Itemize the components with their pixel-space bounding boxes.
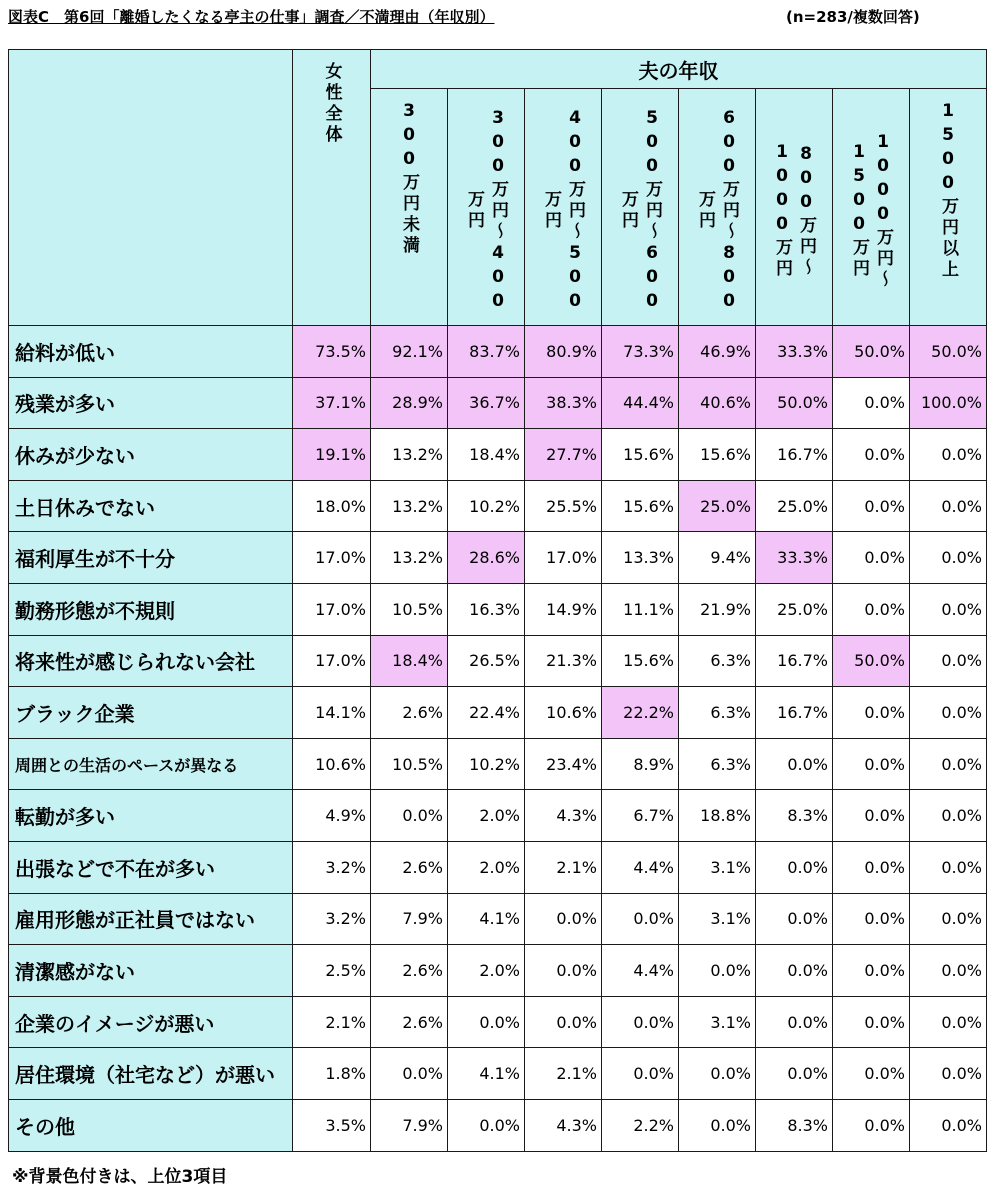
table-cell: 0.0%	[756, 996, 833, 1048]
table-cell: 36.7%	[448, 377, 525, 429]
table-cell: 0.0%	[910, 893, 987, 945]
table-cell: 3.1%	[679, 841, 756, 893]
table-cell: 18.8%	[679, 790, 756, 842]
col-header-income-3	[525, 89, 602, 326]
table-cell: 18.4%	[371, 635, 448, 687]
table-cell: 2.1%	[293, 996, 371, 1048]
table-cell: 23.4%	[525, 738, 602, 790]
table-cell: 8.3%	[756, 790, 833, 842]
table-cell: 8.3%	[756, 1099, 833, 1151]
col-header-income-7	[833, 89, 910, 326]
table-row	[9, 377, 987, 429]
row-label: 清潔感がない	[9, 945, 293, 997]
table-cell: 18.4%	[448, 429, 525, 481]
table-cell: 6.3%	[679, 738, 756, 790]
table-cell: 2.0%	[448, 841, 525, 893]
table-cell: 0.0%	[833, 1048, 910, 1100]
table-cell: 21.9%	[679, 583, 756, 635]
table-cell: 0.0%	[756, 893, 833, 945]
table-cell: 0.0%	[910, 996, 987, 1048]
table-cell: 3.1%	[679, 996, 756, 1048]
table-cell: 50.0%	[756, 377, 833, 429]
col-header-label: 400万円～500万円	[541, 107, 585, 315]
table-row	[9, 635, 987, 687]
col-header-label: 600万円～800万円	[695, 107, 739, 315]
col-header-label: 300万円～400万円	[464, 107, 508, 315]
table-cell: 100.0%	[910, 377, 987, 429]
table-cell: 10.6%	[293, 738, 371, 790]
table-row	[9, 687, 987, 739]
table-cell: 2.6%	[371, 996, 448, 1048]
row-label: 雇用形態が正社員ではない	[9, 893, 293, 945]
table-cell: 17.0%	[293, 583, 371, 635]
table-cell: 80.9%	[525, 326, 602, 378]
table-cell: 3.1%	[679, 893, 756, 945]
table-row	[9, 1048, 987, 1100]
table-cell: 2.0%	[448, 945, 525, 997]
table-cell: 10.2%	[448, 480, 525, 532]
table-cell: 17.0%	[525, 532, 602, 584]
table-cell: 0.0%	[833, 738, 910, 790]
table-cell: 4.1%	[448, 893, 525, 945]
header-corner	[9, 50, 293, 326]
table-cell: 0.0%	[756, 841, 833, 893]
row-label: 福利厚生が不十分	[9, 532, 293, 584]
table-cell: 0.0%	[833, 687, 910, 739]
table-cell: 83.7%	[448, 326, 525, 378]
row-label: 出張などで不在が多い	[9, 841, 293, 893]
table-cell: 2.1%	[525, 841, 602, 893]
table-row	[9, 945, 987, 997]
table-cell: 0.0%	[448, 996, 525, 1048]
table-cell: 3.2%	[293, 841, 371, 893]
row-label: 給料が低い	[9, 326, 293, 378]
table-cell: 15.6%	[679, 429, 756, 481]
table-cell: 2.6%	[371, 687, 448, 739]
table-row	[9, 893, 987, 945]
table-cell: 0.0%	[371, 790, 448, 842]
table-cell: 0.0%	[833, 996, 910, 1048]
row-label: 将来性が感じられない会社	[9, 635, 293, 687]
table-cell: 33.3%	[756, 532, 833, 584]
table-cell: 0.0%	[910, 945, 987, 997]
table-cell: 15.6%	[602, 429, 679, 481]
table-cell: 1.8%	[293, 1048, 371, 1100]
table-cell: 22.2%	[602, 687, 679, 739]
table-row	[9, 790, 987, 842]
table-cell: 0.0%	[910, 687, 987, 739]
table-cell: 0.0%	[833, 945, 910, 997]
table-cell: 27.7%	[525, 429, 602, 481]
table-cell: 0.0%	[833, 532, 910, 584]
table-cell: 4.9%	[293, 790, 371, 842]
table-cell: 0.0%	[833, 790, 910, 842]
table-cell: 92.1%	[371, 326, 448, 378]
table-cell: 21.3%	[525, 635, 602, 687]
chart-title: 図表C 第6回「離婚したくなる亭主の仕事」調査／不満理由（年収別）	[8, 8, 495, 26]
table-cell: 0.0%	[833, 841, 910, 893]
table-cell: 15.6%	[602, 480, 679, 532]
table-header	[9, 50, 987, 326]
row-label: 勤務形態が不規則	[9, 583, 293, 635]
table-cell: 0.0%	[679, 1099, 756, 1151]
table-cell: 0.0%	[448, 1099, 525, 1151]
table-cell: 16.3%	[448, 583, 525, 635]
table-cell: 10.2%	[448, 738, 525, 790]
table-cell: 8.9%	[602, 738, 679, 790]
table-cell: 4.3%	[525, 790, 602, 842]
table-cell: 16.7%	[756, 687, 833, 739]
row-label: 居住環境（社宅など）が悪い	[9, 1048, 293, 1100]
table-cell: 0.0%	[602, 996, 679, 1048]
group-header: 夫の年収	[371, 50, 987, 89]
col-header-income-4	[602, 89, 679, 326]
table-cell: 33.3%	[756, 326, 833, 378]
data-table	[8, 49, 987, 1152]
table-cell: 40.6%	[679, 377, 756, 429]
col-header-label: 800万円～1000万円	[772, 142, 816, 280]
table-cell: 50.0%	[910, 326, 987, 378]
table-cell: 3.2%	[293, 893, 371, 945]
table-cell: 28.9%	[371, 377, 448, 429]
table-cell: 4.4%	[602, 841, 679, 893]
table-cell: 18.0%	[293, 480, 371, 532]
row-label: 土日休みでない	[9, 480, 293, 532]
table-cell: 16.7%	[756, 429, 833, 481]
table-cell: 50.0%	[833, 326, 910, 378]
table-cell: 14.9%	[525, 583, 602, 635]
table-cell: 6.3%	[679, 635, 756, 687]
footnote: ※背景色付きは、上位3項目	[12, 1167, 228, 1187]
col-header-label: 1000万円～1500万円	[849, 131, 893, 291]
table-cell: 10.6%	[525, 687, 602, 739]
table-cell: 26.5%	[448, 635, 525, 687]
table-row	[9, 326, 987, 378]
table-row	[9, 583, 987, 635]
table-cell: 6.3%	[679, 687, 756, 739]
table-cell: 2.2%	[602, 1099, 679, 1151]
table-cell: 0.0%	[833, 893, 910, 945]
table-cell: 4.1%	[448, 1048, 525, 1100]
table-cell: 22.4%	[448, 687, 525, 739]
table-cell: 0.0%	[910, 532, 987, 584]
table-cell: 0.0%	[602, 893, 679, 945]
row-label: その他	[9, 1099, 293, 1151]
table-cell: 38.3%	[525, 377, 602, 429]
table-cell: 2.0%	[448, 790, 525, 842]
table-cell: 0.0%	[833, 429, 910, 481]
table-cell: 0.0%	[910, 480, 987, 532]
col-header-label: 300万円未満	[399, 101, 419, 257]
table-cell: 0.0%	[910, 738, 987, 790]
table-cell: 3.5%	[293, 1099, 371, 1151]
col-header-income-8	[910, 89, 987, 326]
table-cell: 2.5%	[293, 945, 371, 997]
table-cell: 0.0%	[525, 996, 602, 1048]
table-row	[9, 1099, 987, 1151]
table-cell: 73.3%	[602, 326, 679, 378]
table-cell: 0.0%	[525, 893, 602, 945]
table-cell: 0.0%	[679, 1048, 756, 1100]
table-cell: 0.0%	[910, 429, 987, 481]
table-cell: 13.2%	[371, 532, 448, 584]
table-cell: 10.5%	[371, 583, 448, 635]
row-label: ブラック企業	[9, 687, 293, 739]
table-row	[9, 841, 987, 893]
table-cell: 0.0%	[371, 1048, 448, 1100]
table-cell: 44.4%	[602, 377, 679, 429]
table-cell: 0.0%	[910, 1048, 987, 1100]
table-row	[9, 429, 987, 481]
table-cell: 6.7%	[602, 790, 679, 842]
table-cell: 0.0%	[910, 635, 987, 687]
table-cell: 2.6%	[371, 945, 448, 997]
table-cell: 13.3%	[602, 532, 679, 584]
row-label: 休みが少ない	[9, 429, 293, 481]
table-cell: 15.6%	[602, 635, 679, 687]
table-cell: 0.0%	[833, 583, 910, 635]
row-label: 残業が多い	[9, 377, 293, 429]
table-cell: 46.9%	[679, 326, 756, 378]
table-cell: 0.0%	[756, 1048, 833, 1100]
table-cell: 37.1%	[293, 377, 371, 429]
table-cell: 0.0%	[910, 1099, 987, 1151]
table-body	[9, 326, 987, 1152]
table-cell: 13.2%	[371, 429, 448, 481]
col-header-label: 1500万円以上	[938, 101, 958, 281]
table-cell: 28.6%	[448, 532, 525, 584]
table-cell: 73.5%	[293, 326, 371, 378]
row-label: 転勤が多い	[9, 790, 293, 842]
table-cell: 0.0%	[833, 1099, 910, 1151]
table-cell: 7.9%	[371, 893, 448, 945]
table-cell: 25.0%	[756, 583, 833, 635]
table-cell: 0.0%	[910, 583, 987, 635]
table-cell: 0.0%	[679, 945, 756, 997]
table-cell: 25.0%	[679, 480, 756, 532]
sample-note: (n=283/複数回答)	[786, 8, 920, 26]
table-row	[9, 738, 987, 790]
table-cell: 17.0%	[293, 532, 371, 584]
table-cell: 14.1%	[293, 687, 371, 739]
table-cell: 16.7%	[756, 635, 833, 687]
table-cell: 9.4%	[679, 532, 756, 584]
table-row	[9, 996, 987, 1048]
table-cell: 0.0%	[602, 1048, 679, 1100]
row-label: 周囲との生活のペースが異なる	[9, 738, 293, 790]
table-cell: 0.0%	[525, 945, 602, 997]
table-cell: 25.0%	[756, 480, 833, 532]
table-cell: 0.0%	[756, 738, 833, 790]
table-cell: 2.6%	[371, 841, 448, 893]
col-header-label: 500万円～600万円	[618, 107, 662, 315]
row-label: 企業のイメージが悪い	[9, 996, 293, 1048]
table-cell: 0.0%	[910, 790, 987, 842]
col-header-label: 女性全体	[321, 62, 342, 146]
table-cell: 50.0%	[833, 635, 910, 687]
table-cell: 0.0%	[833, 480, 910, 532]
table-cell: 19.1%	[293, 429, 371, 481]
table-cell: 17.0%	[293, 635, 371, 687]
table-cell: 13.2%	[371, 480, 448, 532]
col-header-income-2	[448, 89, 525, 326]
table-cell: 0.0%	[756, 945, 833, 997]
col-header-income-5	[679, 89, 756, 326]
table-cell: 11.1%	[602, 583, 679, 635]
table-row	[9, 480, 987, 532]
table-cell: 0.0%	[910, 841, 987, 893]
table-cell: 4.4%	[602, 945, 679, 997]
col-header-income-6	[756, 89, 833, 326]
table-cell: 4.3%	[525, 1099, 602, 1151]
col-header-income-1	[371, 89, 448, 326]
table-cell: 2.1%	[525, 1048, 602, 1100]
table-cell: 25.5%	[525, 480, 602, 532]
table-cell: 7.9%	[371, 1099, 448, 1151]
table-cell: 0.0%	[833, 377, 910, 429]
table-row	[9, 532, 987, 584]
col-header-all	[293, 50, 371, 326]
table-cell: 10.5%	[371, 738, 448, 790]
